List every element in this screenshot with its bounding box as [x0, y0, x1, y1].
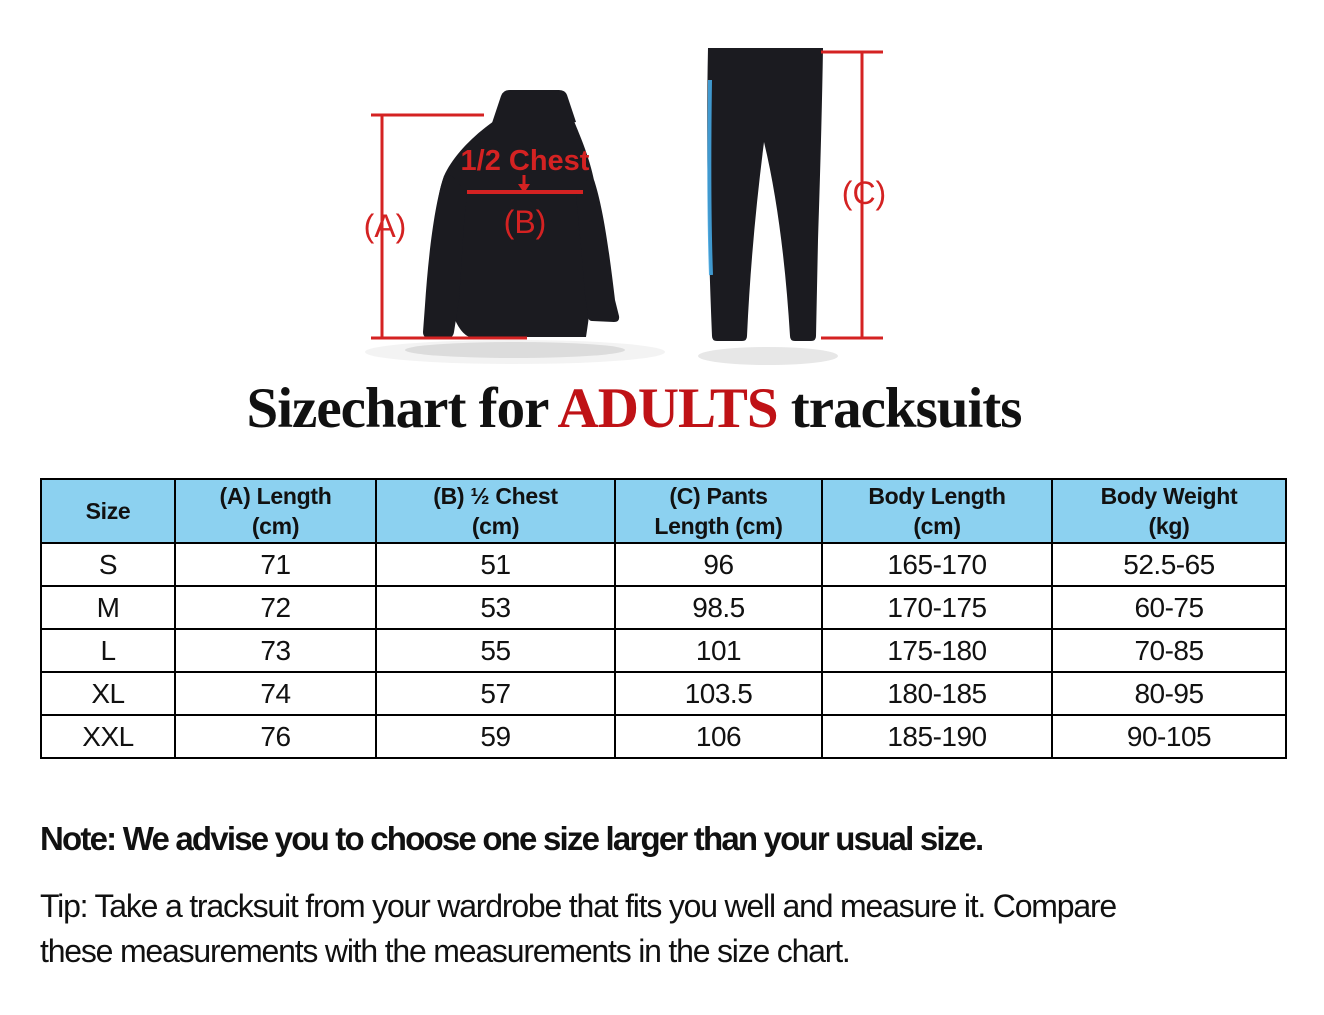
- tracksuit-measurement-figure: [0, 0, 1324, 378]
- col-header-body-weight: [1052, 479, 1286, 543]
- cell-pants-length: 96: [615, 543, 822, 586]
- pants-shadow: [698, 347, 838, 365]
- header-line-2: (cm): [251, 513, 300, 539]
- cell-body-length: 175-180: [822, 629, 1052, 672]
- cell-body-length: 170-175: [822, 586, 1052, 629]
- cell-body-weight: 80-95: [1052, 672, 1286, 715]
- pants-stripe: [709, 80, 711, 275]
- table-row-s: [41, 543, 1286, 586]
- header-line-2: Length (cm): [654, 513, 783, 539]
- cell-size: S: [41, 543, 175, 586]
- cell-body-weight: 90-105: [1052, 715, 1286, 758]
- cell-length: 73: [175, 629, 376, 672]
- header-line-2: (cm): [913, 513, 961, 539]
- cell-body-weight: 60-75: [1052, 586, 1286, 629]
- col-header-pants-length: [615, 479, 822, 543]
- chest-label: (B): [503, 204, 547, 240]
- cell-length: 72: [175, 586, 376, 629]
- cell-body-weight: 70-85: [1052, 629, 1286, 672]
- cell-half-chest: 53: [376, 586, 615, 629]
- header-line-1: Body Weight: [1100, 483, 1238, 509]
- cell-size: L: [41, 629, 175, 672]
- title-suffix: tracksuits: [777, 377, 1022, 440]
- table-row-m: [41, 586, 1286, 629]
- pants-measure: [821, 52, 886, 338]
- jacket-shadow-core: [405, 342, 625, 358]
- cell-body-length: 180-185: [822, 672, 1052, 715]
- tip-text: [40, 884, 1300, 974]
- header-line-2: (kg): [1148, 513, 1190, 539]
- cell-half-chest: 55: [376, 629, 615, 672]
- pants-silhouette: [707, 48, 823, 341]
- cell-pants-length: 98.5: [615, 586, 822, 629]
- cell-pants-length: 101: [615, 629, 822, 672]
- header-line-2: (cm): [471, 513, 520, 539]
- size-table: [40, 478, 1287, 759]
- title-highlight: ADULTS: [557, 377, 778, 440]
- page-title: [0, 376, 1268, 442]
- pants-label: (C): [841, 175, 887, 211]
- tip-line-1: Tip: Take a tracksuit from your wardrobe that fits you well and measure it. Compare: [40, 888, 1117, 924]
- header-line-1: (B) ½ Chest: [433, 483, 558, 509]
- cell-size: M: [41, 586, 175, 629]
- col-header-size: [41, 479, 175, 543]
- cell-half-chest: 51: [376, 543, 615, 586]
- cell-body-length: 165-170: [822, 543, 1052, 586]
- cell-pants-length: 103.5: [615, 672, 822, 715]
- col-header-length: [175, 479, 376, 543]
- header-line-1: (A) Length: [219, 483, 332, 509]
- col-header-body-length: [822, 479, 1052, 543]
- cell-size: XL: [41, 672, 175, 715]
- cell-length: 71: [175, 543, 376, 586]
- cell-half-chest: 59: [376, 715, 615, 758]
- header-line-1: (C) Pants: [669, 483, 768, 509]
- table-row-xl: [41, 672, 1286, 715]
- tip-line-2: these measurements with the measurements in the size chart.: [40, 933, 850, 969]
- table-row-l: [41, 629, 1286, 672]
- half-chest-label: 1/2 Chest: [460, 145, 590, 177]
- cell-body-length: 185-190: [822, 715, 1052, 758]
- cell-pants-length: 106: [615, 715, 822, 758]
- length-label: (A): [363, 208, 407, 244]
- note-text: Note: We advise you to choose one size larger than your usual size.: [40, 820, 983, 857]
- cell-body-weight: 52.5-65: [1052, 543, 1286, 586]
- header-line-1: Size: [85, 498, 131, 524]
- cell-length: 76: [175, 715, 376, 758]
- cell-size: XXL: [41, 715, 175, 758]
- cell-length: 74: [175, 672, 376, 715]
- cell-half-chest: 57: [376, 672, 615, 715]
- table-row-xxl: [41, 715, 1286, 758]
- title-prefix: Sizechart for: [246, 377, 558, 440]
- col-header-half-chest: [376, 479, 615, 543]
- table-header-row: [41, 479, 1286, 543]
- header-line-1: Body Length: [868, 483, 1006, 509]
